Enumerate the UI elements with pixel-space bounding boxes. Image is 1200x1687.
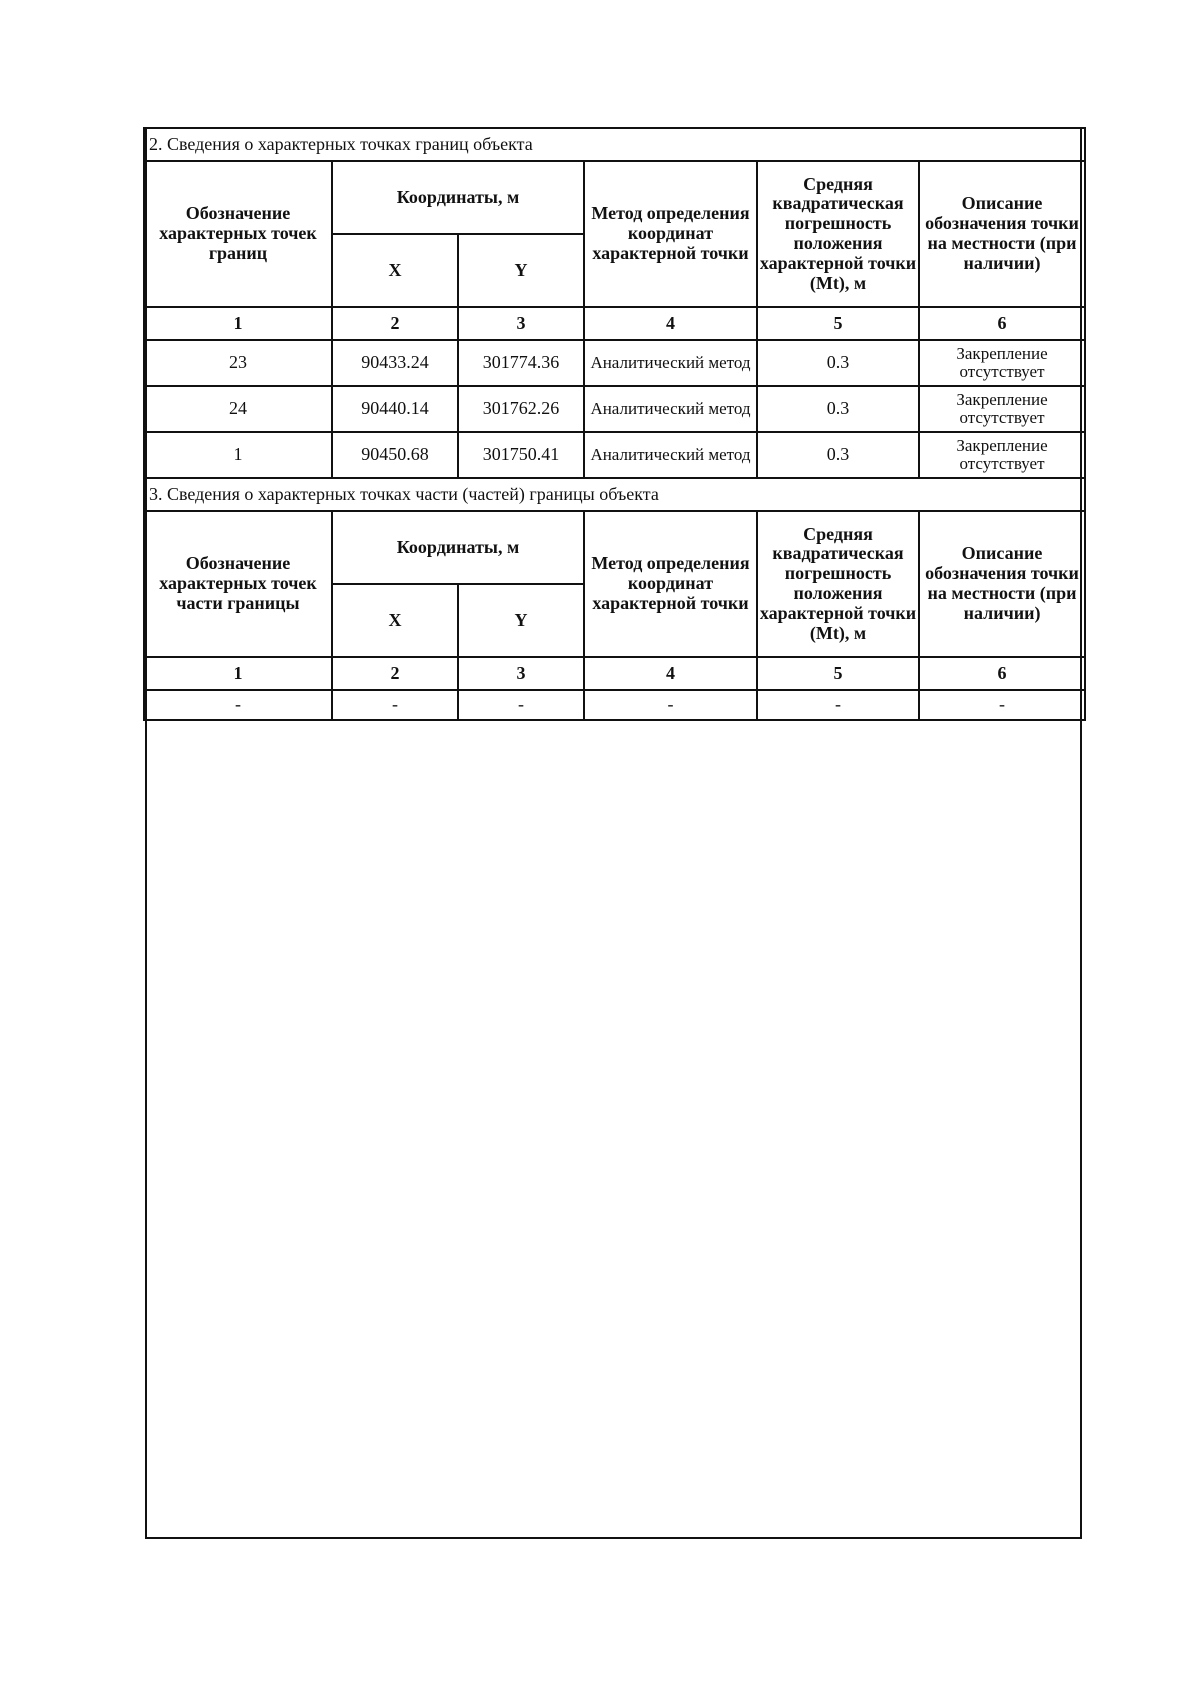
y-value: 301762.26 bbox=[458, 386, 584, 432]
header-error: Средняя квадратическая погрешность положения характерной точки (Mt), м bbox=[757, 161, 919, 307]
x-value: 90440.14 bbox=[332, 386, 458, 432]
section-3-title: 3. Сведения о характерных точках части (частей) границы объекта bbox=[144, 478, 1085, 511]
empty-cell: - bbox=[458, 690, 584, 720]
point-id: 23 bbox=[144, 340, 332, 386]
header-designation: Обозначение характерных точек части границы bbox=[144, 511, 332, 657]
col-number: 2 bbox=[332, 307, 458, 340]
header-method: Метод определения координат характерной точки bbox=[584, 161, 757, 307]
header-x: X bbox=[332, 584, 458, 657]
col-number: 4 bbox=[584, 657, 757, 690]
header-y: Y bbox=[458, 584, 584, 657]
section-2-title: 2. Сведения о характерных точках границ объекта bbox=[144, 128, 1085, 161]
col-number: 3 bbox=[458, 657, 584, 690]
description-value: Закрепление отсутствует bbox=[919, 432, 1085, 478]
boundary-part-points-table bbox=[143, 477, 1086, 721]
x-value: 90433.24 bbox=[332, 340, 458, 386]
col-number: 2 bbox=[332, 657, 458, 690]
empty-cell: - bbox=[144, 690, 332, 720]
col-number: 6 bbox=[919, 307, 1085, 340]
description-value: Закрепление отсутствует bbox=[919, 340, 1085, 386]
empty-cell: - bbox=[757, 690, 919, 720]
x-value: 90450.68 bbox=[332, 432, 458, 478]
y-value: 301774.36 bbox=[458, 340, 584, 386]
empty-cell: - bbox=[919, 690, 1085, 720]
mt-value: 0.3 bbox=[757, 340, 919, 386]
table-row bbox=[144, 386, 1085, 432]
col-number: 1 bbox=[144, 307, 332, 340]
col-number: 5 bbox=[757, 657, 919, 690]
header-method: Метод определения координат характерной точки bbox=[584, 511, 757, 657]
method-value: Аналитический метод bbox=[584, 340, 757, 386]
mt-value: 0.3 bbox=[757, 386, 919, 432]
point-id: 1 bbox=[144, 432, 332, 478]
method-value: Аналитический метод bbox=[584, 432, 757, 478]
point-id: 24 bbox=[144, 386, 332, 432]
header-x: X bbox=[332, 234, 458, 307]
header-description: Описание обозначения точки на местности (при наличии) bbox=[919, 511, 1085, 657]
y-value: 301750.41 bbox=[458, 432, 584, 478]
mt-value: 0.3 bbox=[757, 432, 919, 478]
col-number: 3 bbox=[458, 307, 584, 340]
header-designation: Обозначение характерных точек границ bbox=[144, 161, 332, 307]
empty-cell: - bbox=[584, 690, 757, 720]
table-row bbox=[144, 340, 1085, 386]
header-description: Описание обозначения точки на местности (при наличии) bbox=[919, 161, 1085, 307]
col-number: 4 bbox=[584, 307, 757, 340]
header-error: Средняя квадратическая погрешность положения характерной точки (Mt), м bbox=[757, 511, 919, 657]
header-coordinates: Координаты, м bbox=[332, 161, 584, 234]
description-value: Закрепление отсутствует bbox=[919, 386, 1085, 432]
header-coordinates: Координаты, м bbox=[332, 511, 584, 584]
col-number: 1 bbox=[144, 657, 332, 690]
method-value: Аналитический метод bbox=[584, 386, 757, 432]
boundary-points-table bbox=[143, 127, 1086, 479]
table-row bbox=[144, 690, 1085, 720]
header-y: Y bbox=[458, 234, 584, 307]
table-row bbox=[144, 432, 1085, 478]
col-number: 6 bbox=[919, 657, 1085, 690]
empty-cell: - bbox=[332, 690, 458, 720]
col-number: 5 bbox=[757, 307, 919, 340]
